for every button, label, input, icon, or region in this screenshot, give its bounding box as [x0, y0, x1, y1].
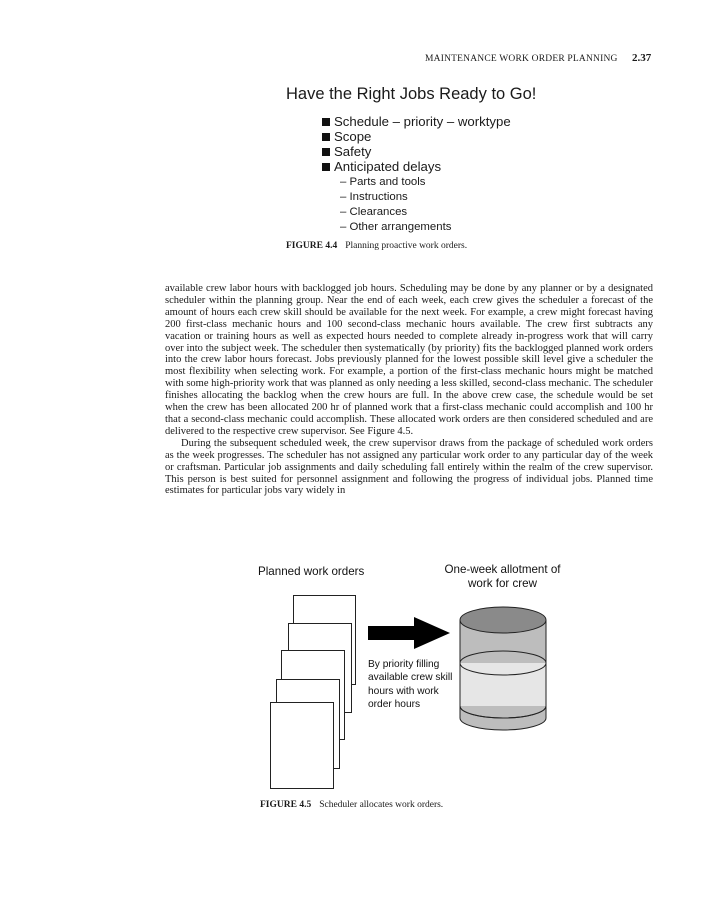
- work-order-page-icon: [270, 702, 334, 789]
- bullet-item: Safety: [322, 144, 511, 159]
- figure-4-5-caption: [260, 800, 443, 810]
- paragraph: During the subsequent scheduled week, the crew supervisor draws from the package of scheduled work orders as the week progresses. The scheduler has not assigned any particular work order to any particular day of the week or craftsman. Particular job assignments and daily scheduling fall entirely within the realm of the crew supervisor. This person is best suited for personnel assignment and following the progress of individual jobs. Planned time estimates for particular jobs vary widely in: [165, 437, 653, 497]
- sub-item: – Clearances: [340, 206, 408, 218]
- right-arrow-icon: [368, 615, 450, 651]
- figure-4-4-caption: [286, 241, 467, 251]
- caption-text: Scheduler allocates work orders.: [319, 800, 444, 810]
- sub-item: – Instructions: [340, 191, 408, 203]
- paragraph: available crew labor hours with backlogged job hours. Scheduling may be done by any planner or by a designated scheduler within the planning group. Near the end of each week, each crew gives the scheduler a forecast of the amount of hours each crew skill should be available for the next week. For example, a crew might forecast having 200 first-class mechanic hours and 100 second-class mechanic hours available. The crew first subtracts any vacation or training hours as well as expected hours needed to complete already in-progress work that will carry over into the subject week. The scheduler then systematically (by priority) fits the backlogged planned work orders into the crew labor hours forecast. Jobs previously planned for the lowest possible skill level give a scheduler the most flexibility when selecting work. For example, a portion of the first-class mechanic hours might be matched with some high-priority work that was planned as only needing a less skilled, second-class mechanic. The scheduler finishes allocating the backlog when the crew hours are full. In the above crew case, the schedule would be set when the crew has been allocated 200 hr of planned work that a first-class mechanic could accomplish and 100 hr that a second-class mechanic could accomplish. These allocated work orders are then considered scheduled and are delivered to the respective crew supervisor. See Figure 4.5.: [165, 283, 653, 437]
- sub-item: – Other arrangements: [340, 221, 452, 233]
- square-bullet-icon: [322, 133, 330, 141]
- square-bullet-icon: [322, 148, 330, 156]
- bullet-item: Schedule – priority – worktype: [322, 114, 511, 129]
- caption-label: FIGURE 4.4: [286, 241, 338, 251]
- bullet-item: Anticipated delays: [322, 159, 511, 174]
- square-bullet-icon: [322, 118, 330, 126]
- figure-4-4-sub-list: [340, 175, 451, 235]
- crew-allotment-cylinder-icon: [459, 606, 549, 736]
- figure-4-4-title: Have the Right Jobs Ready to Go!: [286, 85, 537, 103]
- caption-text: Planning proactive work orders.: [345, 241, 468, 251]
- caption-label: FIGURE 4.5: [260, 800, 312, 810]
- label-planned-work-orders: Planned work orders: [258, 565, 365, 578]
- label-weekly-allotment: One-week allotment of work for crew: [444, 563, 561, 590]
- sub-item: – Parts and tools: [340, 176, 426, 188]
- bullet-item: Scope: [322, 129, 511, 144]
- body-text: [165, 283, 653, 497]
- figure-4-4-bullet-list: [322, 114, 511, 174]
- arrow-description: By priority filling available crew skill hours with work order hours: [368, 659, 453, 710]
- page-number: 2.37: [632, 52, 652, 64]
- running-header-title: MAINTENANCE WORK ORDER PLANNING: [425, 54, 618, 64]
- square-bullet-icon: [322, 163, 330, 171]
